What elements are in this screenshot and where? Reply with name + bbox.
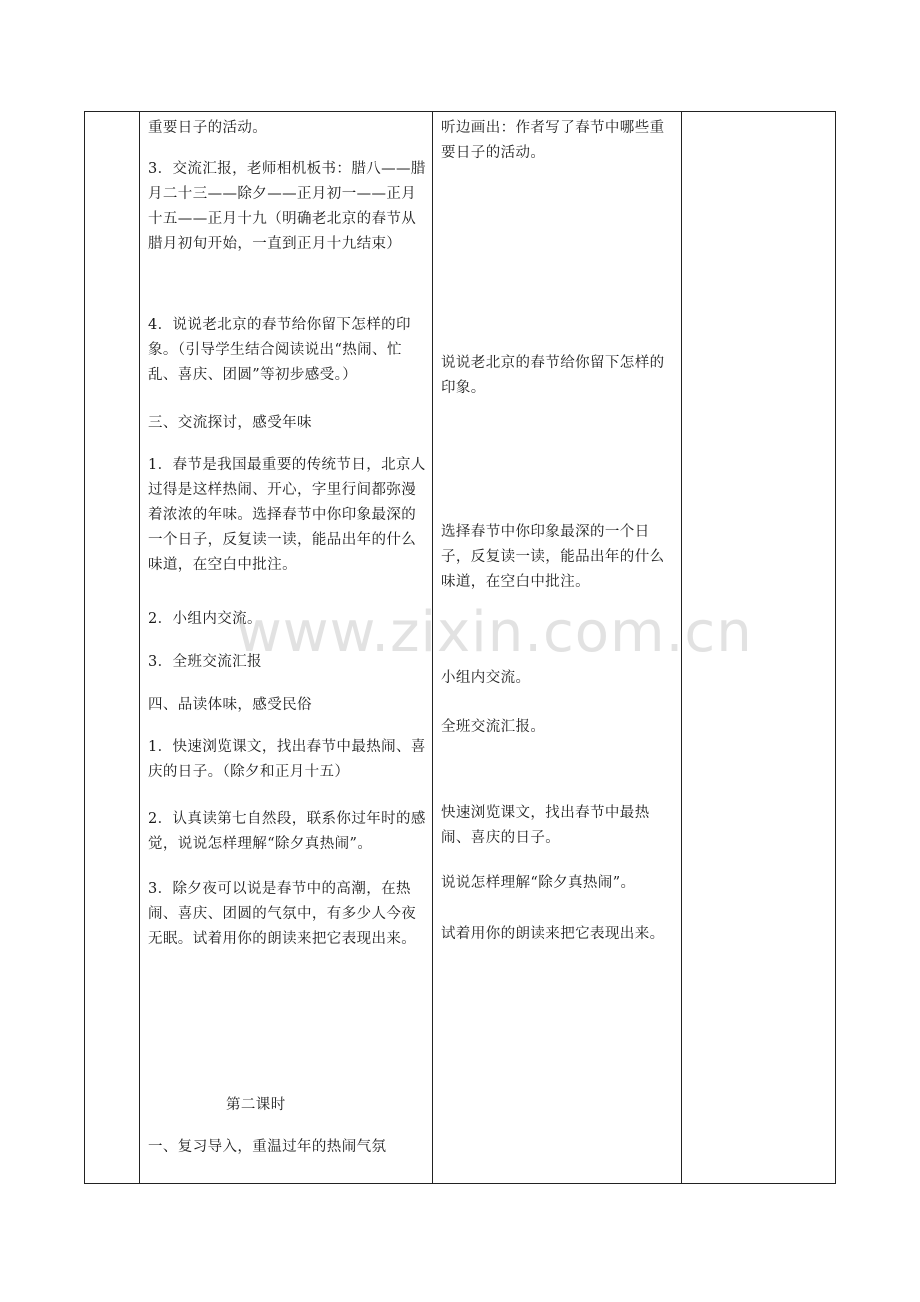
activity-text: 说说怎样理解“除夕真热闹”。 [441, 875, 636, 891]
teaching-text: 1．春节是我国最重要的传统节日，北京人过得是这样热闹、开心，字里行间都弥漫着浓浓的年味。选择春节中你印象最深的一个日子，反复读一读，能品出年的什么味道，在空白中批注。 [148, 457, 426, 573]
activity-text: 全班交流汇报。 [441, 719, 546, 735]
activity-text: 快速浏览课文，找出春节中最热闹、喜庆的日子。 [441, 805, 650, 846]
section-heading: 一、复习导入，重温过年的热闹气氛 [148, 1139, 387, 1155]
activity-text: 小组内交流。 [441, 670, 531, 686]
teaching-text: 2．小组内交流。 [148, 611, 262, 627]
activity-text: 试着用你的朗读来把它表现出来。 [441, 926, 665, 942]
teaching-text: 4．说说老北京的春节给你留下怎样的印象。（引导学生结合阅读说出“热闹、忙乱、喜庆、团圆”等初步感受。） [148, 317, 411, 383]
lesson-title: 第二课时 [226, 1097, 286, 1113]
teaching-text: 重要日子的活动。 [148, 120, 268, 136]
activity-text: 选择春节中你印象最深的一个日子，反复读一读，能品出年的什么味道，在空白中批注。 [441, 524, 665, 590]
teaching-text: 1．快速浏览课文，找出春节中最热闹、喜庆的日子。（除夕和正月十五） [148, 739, 426, 780]
teaching-text: 3．除夕夜可以说是春节中的高潮，在热闹、喜庆、团圆的气氛中，有多少人今夜无眠。试着用你的朗读来把它表现出来。 [148, 881, 417, 947]
column-divider [139, 112, 140, 1183]
teaching-text: 3．交流汇报，老师相机板书：腊八——腊月二十三——除夕——正月初一——正月十五——正月十九（明确老北京的春节从腊月初旬开始，一直到正月十九结束） [148, 161, 426, 252]
section-heading: 三、交流探讨，感受年味 [148, 415, 312, 431]
section-heading: 四、品读体味，感受民俗 [148, 697, 312, 713]
watermark: www.zixin.com.cn [236, 600, 753, 665]
activity-text: 说说老北京的春节给你留下怎样的印象。 [441, 355, 665, 396]
teaching-text: 3．全班交流汇报 [148, 654, 262, 670]
activity-text: 听边画出：作者写了春节中哪些重要日子的活动。 [441, 120, 665, 161]
teaching-text: 2．认真读第七自然段，联系你过年时的感觉，说说怎样理解“除夕真热闹”。 [148, 811, 426, 852]
